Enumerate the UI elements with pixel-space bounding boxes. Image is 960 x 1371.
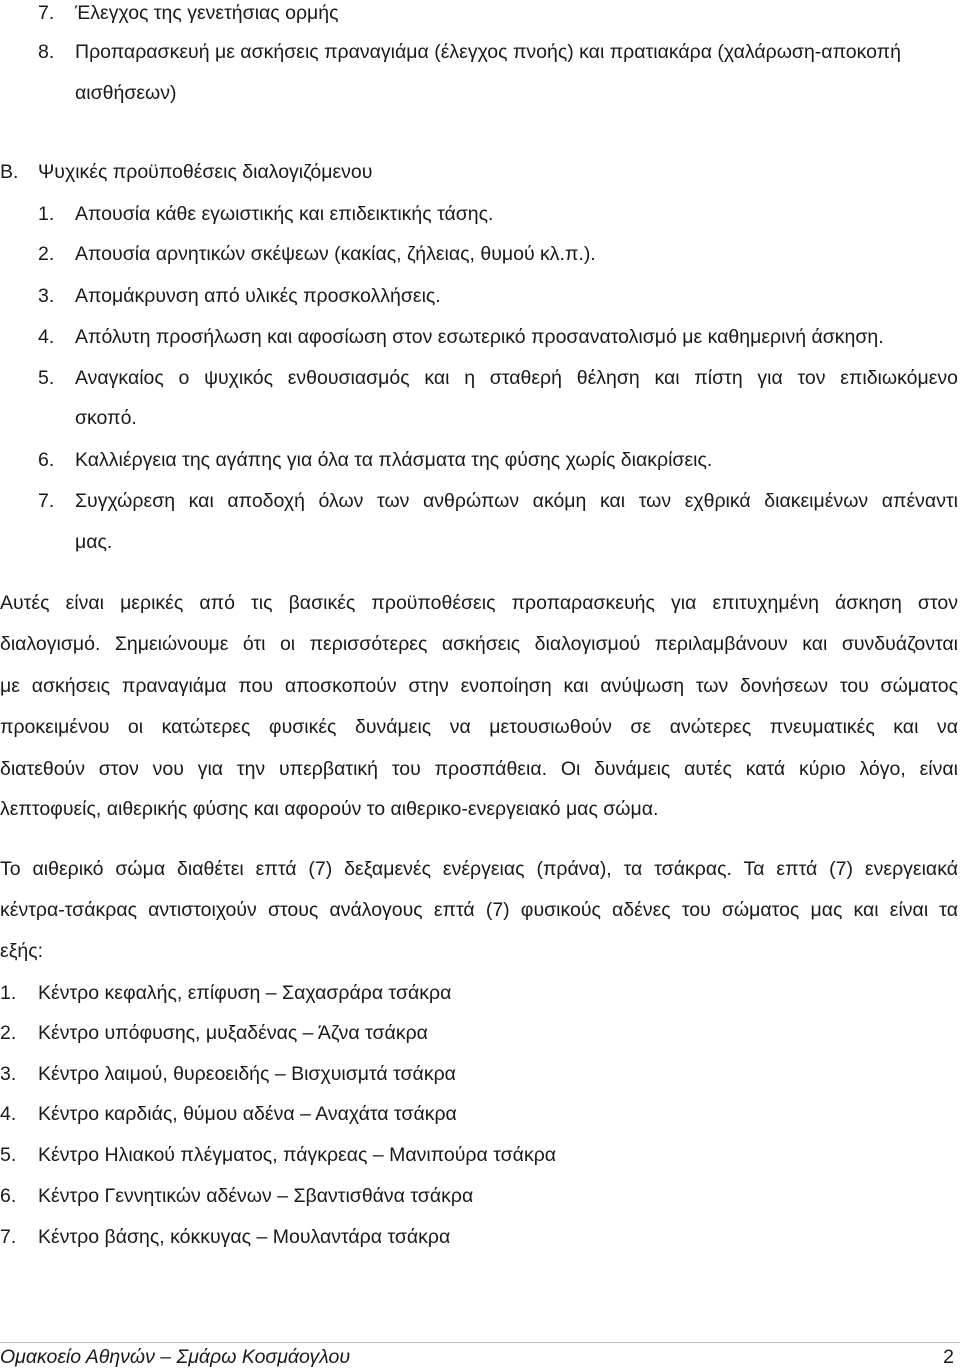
section-letter: Β. xyxy=(0,161,19,183)
paragraph-line: εξής: xyxy=(0,940,44,962)
list-item-text: Συγχώρεση και αποδοχή όλων των ανθρώπων ακόμη και των εχθρικά διακειμένων απέναντι xyxy=(75,490,958,512)
list-item-number: 8. xyxy=(38,41,55,63)
list-item-text: Προπαρασκευή με ασκήσεις πραναγιάμα (έλεγχος πνοής) και πρατιακάρα (χαλάρωση-αποκοπή xyxy=(75,41,901,63)
list-item-text: Κέντρο λαιμού, θυρεοειδής – Βισχυισμτά τσάκρα xyxy=(38,1063,456,1085)
list-item-number: 3. xyxy=(0,1063,17,1085)
list-item-text: μας. xyxy=(75,531,113,553)
list-item-number: 2. xyxy=(0,1022,17,1044)
list-item-text: Κέντρο καρδιάς, θύμου αδένα – Αναχάτα τσάκρα xyxy=(38,1103,457,1125)
list-item-text: Αναγκαίος ο ψυχικός ενθουσιασμός και η σταθερή θέληση και πίστη για τον επιδιωκόμενο xyxy=(75,367,958,389)
list-item-text: Απουσία κάθε εγωιστικής και επιδεικτικής τάσης. xyxy=(75,203,494,225)
list-item-text: Κέντρο υπόφυσης, μυξαδένας – Άζνα τσάκρα xyxy=(38,1022,428,1044)
footer-author: Ομακοείο Αθηνών – Σμάρω Κοσμάογλου xyxy=(0,1346,351,1368)
paragraph-line: διαλογισμό. Σημειώνουμε ότι οι περισσότερες ασκήσεις διαλογισμού περιλαμβάνουν και συνδυάζονται xyxy=(0,633,958,655)
list-item-number: 1. xyxy=(38,203,55,225)
list-item-number: 7. xyxy=(38,2,55,24)
list-item-number: 7. xyxy=(38,490,55,512)
paragraph-line: λεπτοφυείς, αιθερικής φύσης και αφορούν το αιθερικο-ενεργειακό μας σώμα. xyxy=(0,798,659,820)
list-item-text: σκοπό. xyxy=(75,407,137,429)
list-item-number: 6. xyxy=(38,449,55,471)
list-item-number: 7. xyxy=(0,1226,17,1248)
list-item-text: Κέντρο Ηλιακού πλέγματος, πάγκρεας – Μανιπούρα τσάκρα xyxy=(38,1144,557,1166)
list-item-text: Κέντρο Γεννητικών αδένων – Σβαντισθάνα τσάκρα xyxy=(38,1185,474,1207)
page-number: 2 xyxy=(943,1346,954,1368)
list-item-text: Απομάκρυνση από υλικές προσκολλήσεις. xyxy=(75,285,441,307)
section-title: Ψυχικές προϋποθέσεις διαλογιζόμενου xyxy=(38,161,373,183)
list-item-number: 6. xyxy=(0,1185,17,1207)
list-item-text: Κέντρο βάσης, κόκκυγας – Μουλαντάρα τσάκρα xyxy=(38,1226,451,1248)
paragraph-line: Το αιθερικό σώμα διαθέτει επτά (7) δεξαμενές ενέργειας (πράνα), τα τσάκρας. Τα επτά (7) ενεργειακά xyxy=(0,858,958,880)
paragraph-line: κέντρα-τσάκρας αντιστοιχούν στους ανάλογους επτά (7) φυσικούς αδένες του σώματος μας και είναι τα xyxy=(0,899,958,921)
list-item-number: 3. xyxy=(38,285,55,307)
list-item-number: 2. xyxy=(38,243,55,265)
list-item-text: Απουσία αρνητικών σκέψεων (κακίας, ζήλειας, θυμού κλ.π.). xyxy=(75,243,596,265)
paragraph-line: με ασκήσεις πραναγιάμα που αποσκοπούν στην ενοποίηση και ανύψωση των δονήσεων του σώματος xyxy=(0,675,958,697)
list-item-number: 4. xyxy=(38,326,55,348)
list-item-number: 5. xyxy=(38,367,55,389)
list-item-text: Καλλιέργεια της αγάπης για όλα τα πλάσματα της φύσης χωρίς διακρίσεις. xyxy=(75,449,713,471)
list-item-number: 1. xyxy=(0,982,17,1004)
list-item-number: 5. xyxy=(0,1144,17,1166)
paragraph-line: προκειμένου οι κατώτερες φυσικές δυνάμεις να μετουσιωθούν σε ανώτερες πνευματικές και να xyxy=(0,716,958,738)
list-item-text: Απόλυτη προσήλωση και αφοσίωση στον εσωτερικό προσανατολισμό με καθημερινή άσκηση. xyxy=(75,326,884,348)
footer-divider xyxy=(0,1342,960,1343)
list-item-text: Κέντρο κεφαλής, επίφυση – Σαχασράρα τσάκρα xyxy=(38,982,452,1004)
paragraph-line: διατεθούν στον νου για την υπερβατική του προσπάθεια. Οι δυνάμεις αυτές κατά κύριο λόγο, είναι xyxy=(0,758,958,780)
list-item-text: Έλεγχος της γενετήσιας ορμής xyxy=(75,2,339,24)
list-item-number: 4. xyxy=(0,1103,17,1125)
list-item-text: αισθήσεων) xyxy=(75,82,177,104)
paragraph-line: Αυτές είναι μερικές από τις βασικές προϋποθέσεις προπαρασκευής για επιτυχημένη άσκηση στον xyxy=(0,592,958,614)
